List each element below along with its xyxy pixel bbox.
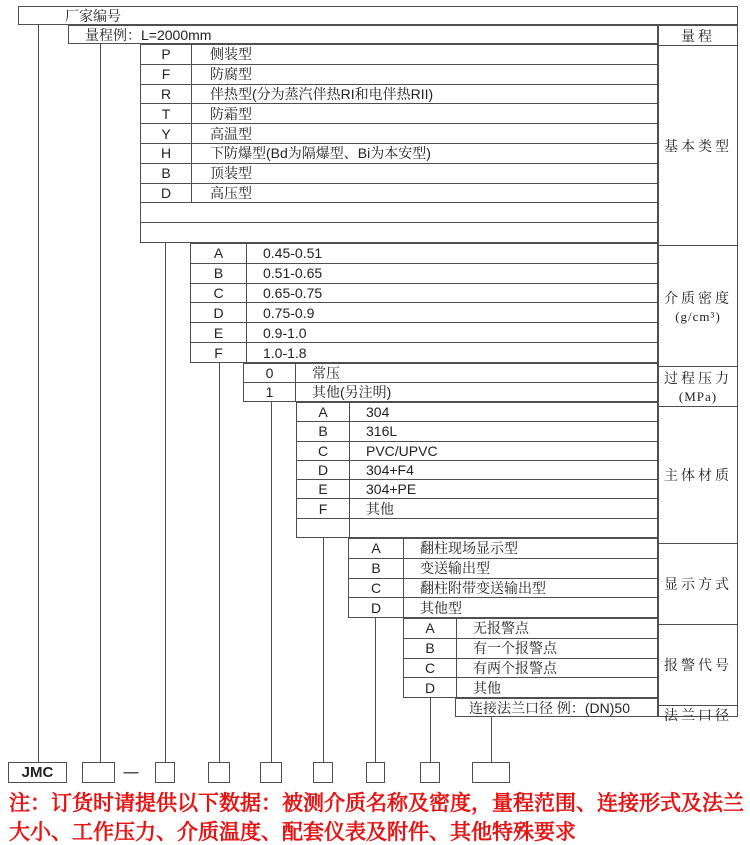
category-medium-density: 介质密度 (g/cm³) <box>659 246 737 367</box>
category-column <box>658 25 738 724</box>
order-note-line1: 注：订货时请提供以下数据：被测介质名称及密度，量程范围、连接形式及法兰 <box>9 792 744 815</box>
table-row: A 翻柱现场显示型 <box>349 539 657 559</box>
table-row: B 有一个报警点 <box>404 639 657 659</box>
table-row: H 下防爆型(Bd为隔爆型、Bi为本安型) <box>141 144 657 164</box>
table-row: A 0.45-0.51 <box>191 244 657 264</box>
code-box-density <box>208 762 230 783</box>
code-box-pressure <box>260 762 282 783</box>
code-box-material <box>313 762 333 783</box>
table-row: D 0.75-0.9 <box>191 303 657 323</box>
leader-line-density <box>219 363 220 762</box>
table-row: D 其他 <box>404 678 657 697</box>
category-body-material: 主体材质 <box>659 407 737 544</box>
table-row: C 有两个报警点 <box>404 659 657 679</box>
table-row: A 无报警点 <box>404 619 657 639</box>
category-process-pressure: 过程压力 (MPa) <box>659 367 737 407</box>
code-box-flange <box>472 762 510 783</box>
display-mode-block <box>348 538 658 618</box>
process-pressure-block <box>243 363 658 402</box>
table-row: E 0.9-1.0 <box>191 323 657 343</box>
leader-line-material <box>323 538 324 762</box>
leader-line-display <box>375 618 376 762</box>
order-note-line2: 大小、工作压力、介质温度、配套仪表及附件、其他特殊要求 <box>9 821 576 844</box>
medium-density-block <box>190 243 658 363</box>
leader-line-flange <box>491 717 492 762</box>
factory-number-label: 厂家编号 <box>65 7 121 24</box>
category-basic-type: 基本类型 <box>659 46 737 246</box>
table-row: F 1.0-1.8 <box>191 343 657 362</box>
table-row: C PVC/UPVC <box>297 442 657 461</box>
range-example-box <box>68 25 658 44</box>
table-row: F 防腐型 <box>141 65 657 85</box>
table-row: 0 常压 <box>244 364 657 383</box>
range-example-label: 量程例：L=2000mm <box>85 26 212 43</box>
flange-size-box <box>455 698 658 717</box>
table-row: Y 高温型 <box>141 124 657 144</box>
flange-size-label: 连接法兰口径 例：(DN)50 <box>469 699 631 716</box>
factory-number-box <box>18 6 738 25</box>
table-row: B 316L <box>297 422 657 441</box>
alarm-code-block <box>403 618 658 698</box>
table-row: B 变送输出型 <box>349 559 657 579</box>
leader-line-range <box>100 44 101 762</box>
dash-separator: — <box>123 764 139 781</box>
table-row-empty <box>141 203 657 223</box>
table-row: T 防霜型 <box>141 104 657 124</box>
table-row-empty <box>141 223 657 242</box>
table-row: B 顶装型 <box>141 164 657 184</box>
table-row: E 304+PE <box>297 480 657 499</box>
category-range: 量程 <box>659 26 737 46</box>
table-row: B 0.51-0.65 <box>191 264 657 284</box>
category-display-mode: 显示方式 <box>659 544 737 625</box>
table-row: C 0.65-0.75 <box>191 284 657 304</box>
leader-line-pressure <box>271 402 272 762</box>
code-box-basic-type <box>155 762 175 783</box>
model-prefix-box: JMC <box>8 762 67 783</box>
leader-line-factory <box>38 25 39 762</box>
table-row-empty <box>297 519 657 537</box>
category-flange-size: 法兰口径 <box>664 709 732 724</box>
table-row: F 其他 <box>297 499 657 518</box>
code-box-range <box>82 762 115 783</box>
table-row: R 伴热型(分为蒸汽伴热RI和电伴热RII) <box>141 85 657 105</box>
table-row: A 304 <box>297 403 657 422</box>
table-row: D 304+F4 <box>297 461 657 480</box>
basic-type-block <box>140 44 658 243</box>
code-box-alarm <box>420 762 440 783</box>
code-box-display <box>366 762 385 783</box>
table-row: D 高压型 <box>141 184 657 204</box>
order-note <box>9 789 745 845</box>
leader-line-alarm <box>430 698 431 762</box>
category-alarm-code: 报警代号 <box>659 625 737 706</box>
table-row: C 翻柱附带变送输出型 <box>349 579 657 599</box>
body-material-block <box>296 402 658 538</box>
table-row: 1 其他(另注明) <box>244 383 657 401</box>
table-row: D 其他型 <box>349 598 657 617</box>
leader-line-basic-type <box>165 243 166 762</box>
table-row: P 侧装型 <box>141 45 657 65</box>
